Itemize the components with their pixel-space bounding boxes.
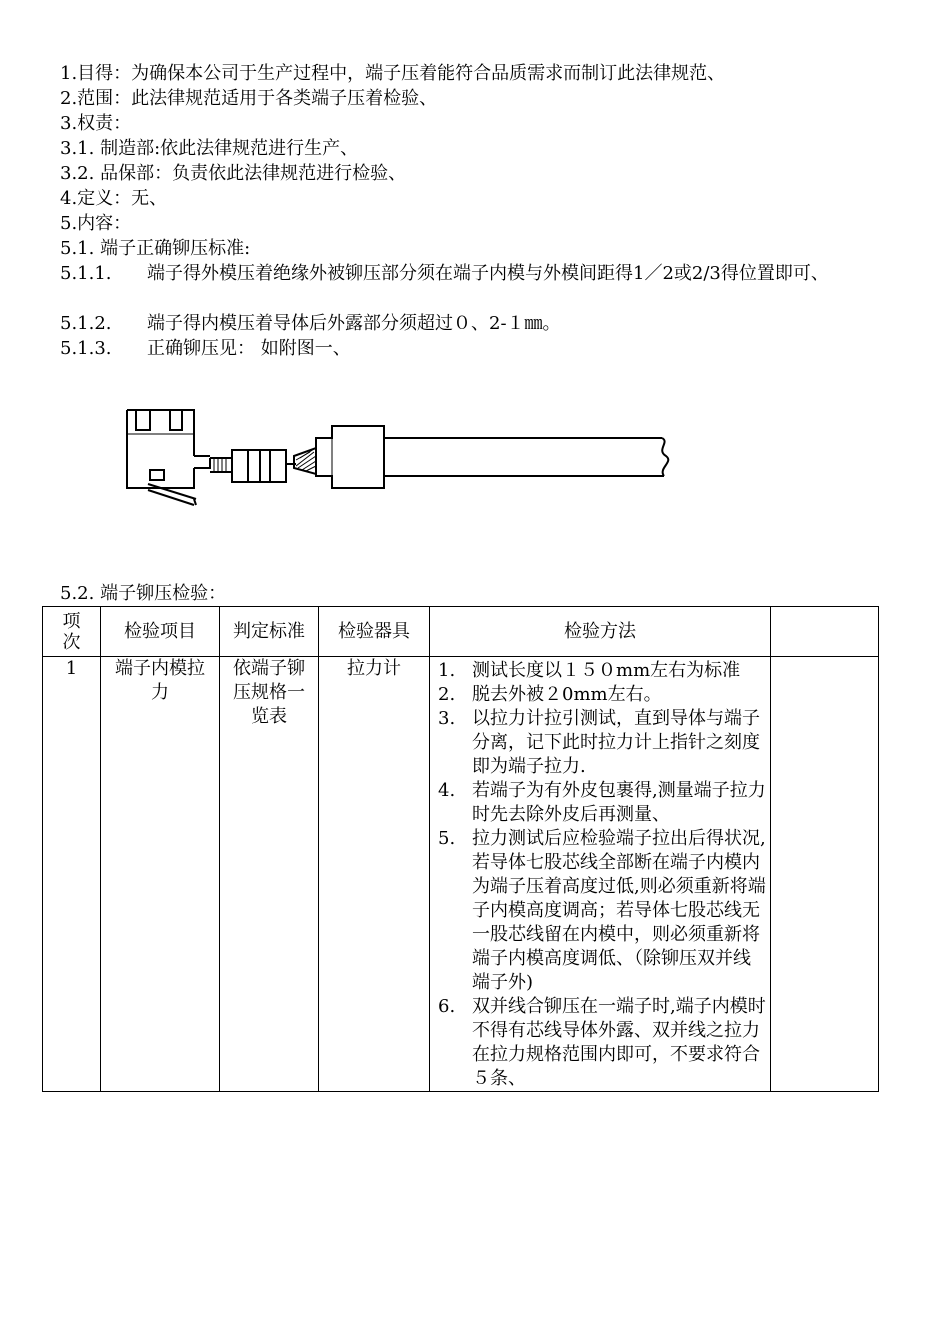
header-no: 项次 (43, 607, 101, 657)
standard-512-text: 端子得内模压着导体后外露部分须超过０、2-１㎜。 (147, 313, 561, 334)
standard-511-text: 端子得外模压着绝缘外被铆压部分须在端子内模与外模间距得1／2或2/3得位置即可、 (147, 263, 829, 284)
cell-item: 端子内模拉力 (101, 657, 220, 1092)
method-item: 6. 双并线合铆压在一端子时,端子内模时不得有芯线导体外露、双并线之拉力在拉力规格范围内即可，不要求符合５条、 (438, 996, 766, 1089)
section-standard-title: 5.1. 端子正确铆压标准: (60, 238, 251, 259)
cell-method (430, 657, 771, 1092)
section-responsibility-qa: 3.2. 品保部：负责依此法律规范进行检验、 (60, 163, 407, 184)
standard-513-number: 5.1.3. (60, 338, 112, 359)
cell-standard: 依端子铆压规格一览表 (220, 657, 319, 1092)
section-responsibility: 3.权责： (60, 113, 132, 134)
section-purpose: 1.目得：为确保本公司于生产过程中，端子压着能符合品质需求而制订此法律规范、 (60, 63, 726, 84)
section-scope: 2.范围：此法律规范适用于各类端子压着检验、 (60, 88, 438, 109)
cell-extra (771, 657, 879, 1092)
method-item: 3. 以拉力计拉引测试，直到导体与端子分离，记下此时拉力计上指针之刻度即为端子拉力. (438, 708, 760, 777)
section-definition: 4.定义：无、 (60, 188, 168, 209)
header-item: 检验项目 (101, 607, 220, 657)
standard-512-number: 5.1.2. (60, 313, 112, 334)
table-header-row (43, 607, 879, 657)
standard-511-number: 5.1.1. (60, 263, 112, 284)
method-item: 2. 脱去外被２0mm左右。 (438, 684, 662, 705)
cell-no: 1 (43, 657, 101, 1092)
method-item: 4. 若端子为有外皮包裹得,测量端子拉力时先去除外皮后再测量、 (438, 780, 766, 825)
table-row (43, 657, 879, 1092)
header-method: 检验方法 (430, 607, 771, 657)
header-standard: 判定标准 (220, 607, 319, 657)
crimped-terminal-diagram-icon (110, 398, 680, 510)
method-item: 5. 拉力测试后应检验端子拉出后得状况,若导体七股芯线全部断在端子内模内为端子压着高度过低,则必须重新将端子内模高度调高；若导体七股芯线无一股芯线留在内模中，则必须重新将端子内模高度调低、（除铆压双并线端子外) (438, 828, 766, 993)
section-content: 5.内容： (60, 213, 132, 234)
cell-tool: 拉力计 (319, 657, 430, 1092)
header-tool: 检验器具 (319, 607, 430, 657)
inspection-title: 5.2. 端子铆压检验： (60, 583, 227, 604)
method-item: 1. 测试长度以１５０mm左右为标准 (438, 660, 741, 681)
inspection-table (42, 606, 879, 1092)
header-extra (771, 607, 879, 657)
section-responsibility-manufacturing: 3.1. 制造部:依此法律规范进行生产、 (60, 138, 359, 159)
standard-513-text: 正确铆压见： 如附图一、 (147, 338, 351, 359)
method-list (430, 657, 770, 1091)
